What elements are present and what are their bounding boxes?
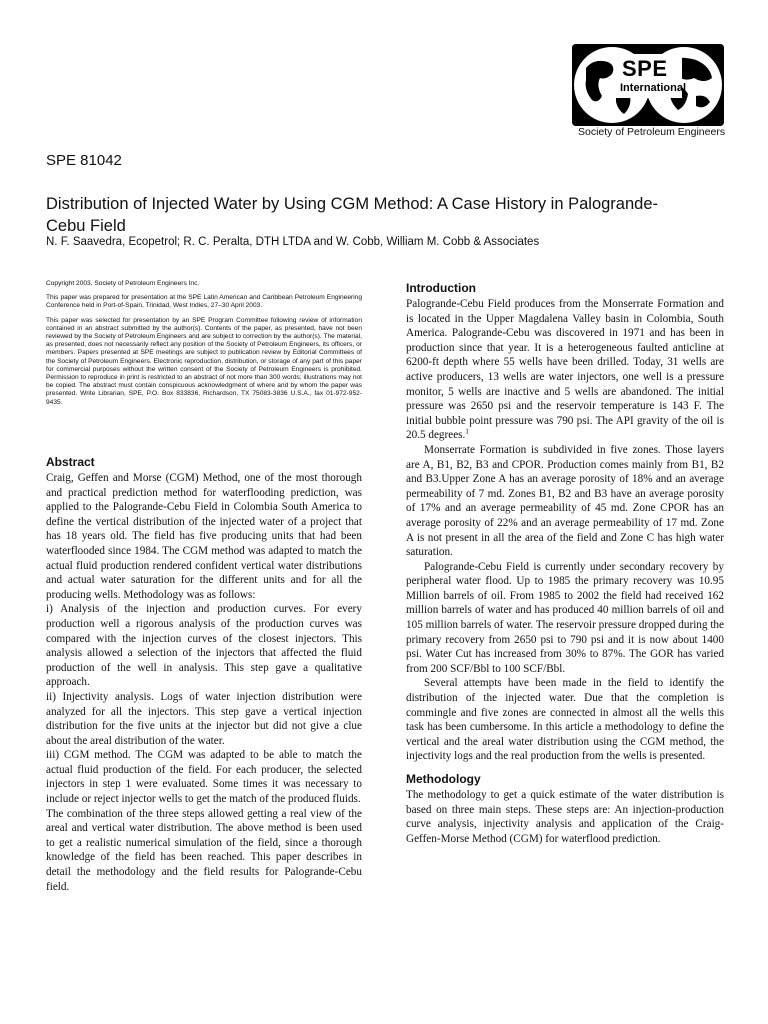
- logo-spe-text: SPE: [622, 56, 668, 81]
- introduction-paragraph-3: Palogrande-Cebu Field is currently under secondary recovery by peripheral water flood. Up to 1985 the primary recovery was 10.95 Million barrels of oil. From 1985 to 2002 the field had received 162 million barrels of water and has produced 40 million barrels of oil and 105 million barrels of water. The reservoir pressure dropped during the primary recovery from 2650 psi to 790 psi and it is now about 1400 psi. Water Cut has increased from 30% to 87%. The GOR has varied from 200 SCF/Bbl to 100 SCF/Bbl.: [406, 560, 724, 675]
- introduction-paragraph-1-text: Palogrande-Cebu Field produces from the Monserrate Formation and is located in the Upper Magdalena Valley basin in Colombia, South America. Palogrande-Cebu was discovered in 1971 and has been in production since that year. It is a heterogeneous faulted anticline at 6200-ft depth where 55 wells have been drilled. Today, 31 wells are active producers, 13 wells are water injectors, one well is a pressure monitor, 5 wells are inactive and 5 wells are abandoned. The initial pressure was 2650 psi and the reservoir temperature is 143 F. The initial bubble point pressure was 790 psi. The API gravity of the oil is 20.5 degrees.: [406, 298, 724, 442]
- logo-caption: Society of Petroleum Engineers: [578, 126, 726, 138]
- copyright-notice: [46, 280, 362, 413]
- abstract-heading: Abstract: [46, 455, 95, 469]
- abstract-step-3: iii) CGM method. The CGM was adapted to be able to match the actual fluid production of the field. For each producer, the selected injectors in step 1 were evaluated. Some times it was necessary to include or reject injector wells to get the match of the produced fluids.: [46, 749, 362, 806]
- introduction-paragraph-2: Monserrate Formation is subdivided in five zones. Those layers are A, B1, B2, B3 and CPOR. Production comes mainly from B1, B2 and B3.Upper Zone A has an average porosity of 18% and an average permeability of 7 md. Zones B1, B2 and B3 have an average porosity of 17% and an average permeability of 45 md. Zone CPOR has an average porosity of 22% and an average permeability of 17 md. Zone A is not present in all the area of the field and Zone C has high water saturation.: [406, 443, 724, 559]
- globe-icon: [572, 44, 724, 126]
- abstract-conclusion: The combination of the three steps allowed getting a real view of the areal and vertical water distribution. The above method is been used to get a realistic numerical simulation of the field, since a thorough knowledge of the field has been reached. This paper describes in detail the methodology and the field results for Palogrande-Cebu field.: [46, 807, 362, 893]
- spe-logo: [572, 44, 724, 140]
- paper-number: SPE 81042: [46, 152, 122, 169]
- abstract-step-1: i) Analysis of the injection and production curves. For every production well a rigorous analysis of the production curves was compared with the injection curves of the closest injectors. This analysis allowed a selection of the injectors that affected the fluid production of the well in analysis. This step gave a qualitative approach.: [46, 603, 362, 689]
- methodology-heading: Methodology: [406, 772, 481, 786]
- abstract-step-2: ii) Injectivity analysis. Logs of water injection distribution were analyzed for all the injectors. This step gave a vertical injection distribution for the five units at the injector but did not give a clue about the areal distribution of the water.: [46, 690, 362, 747]
- copyright-line: Copyright 2003, Society of Petroleum Engineers Inc.: [46, 280, 200, 287]
- introduction-paragraph-1: [406, 297, 724, 443]
- abstract-section: [46, 455, 362, 894]
- reference-marker: 1: [465, 427, 469, 436]
- introduction-heading: Introduction: [406, 281, 476, 295]
- logo-international-text: International: [620, 82, 687, 94]
- right-column: [406, 281, 724, 846]
- review-disclaimer: This paper was selected for presentation by an SPE Program Committee following review of information contained in an abstract submitted by the author(s). Contents of the paper, as presented, have not been reviewed by the Society of Petroleum Engineers and are subject to correction by the author(s). The material, as presented, does not necessarily reflect any position of the Society of Petroleum Engineers, its officers, or members. Papers presented at SPE meetings are subject to publication review by Editorial Committees of the Society of Petroleum Engineers. Electronic reproduction, distribution, or storage of any part of this paper for commercial purposes without the written consent of the Society of Petroleum Engineers is prohibited. Permission to reproduce in print is restricted to an abstract of not more than 300 words; illustrations may not be copied. The abstract must contain conspicuous acknowledgment of where and by whom the paper was presented. Write Librarian, SPE, P.O. Box 833836, Richardson, TX 75083-3836 U.S.A., fax 01-972-952-9435.: [46, 316, 362, 406]
- methodology-paragraph-1: The methodology to get a quick estimate of the water distribution is based on three main steps. These steps are: An injection-production curve analysis, injectivity analysis and application of the Craig-Geffen-Morse Method (CGM) for waterflood prediction.: [406, 789, 724, 845]
- authors: N. F. Saavedra, Ecopetrol; R. C. Peralta, DTH LTDA and W. Cobb, William M. Cobb & Associates: [46, 236, 540, 248]
- abstract-paragraph: Craig, Geffen and Morse (CGM) Method, one of the most thorough and practical prediction method for waterflooding prediction, was applied to the Palogrande-Cebu Field in Colombia South America to define the vertical distribution of the injected water of a project that has 18 years old. The field has five producing units that had been waterflooded since 1984. The CGM method was adapted to match the actual fluid production rendered confident vertical water distributions and actual water saturation for the different units and for all the producing wells. Methodology was as follows:: [46, 472, 362, 601]
- conference-note: This paper was prepared for presentation at the SPE Latin American and Caribbean Petroleum Engineering Conference held in Port-of-Spain, Trinidad, West Indies, 27–30 April 2003.: [46, 294, 362, 310]
- introduction-paragraph-4: Several attempts have been made in the field to identify the distribution of the injected water. Due that the completion is commingle and five zones are connected in almost all the wells this task has been cumbersome. In this article a methodology to define the vertical and the areal water distribution using the CGM method, the injectivity logs and the real production from the wells is presented.: [406, 677, 724, 763]
- paper-title: Distribution of Injected Water by Using CGM Method: A Case History in Palogrande-Cebu Field: [46, 195, 658, 235]
